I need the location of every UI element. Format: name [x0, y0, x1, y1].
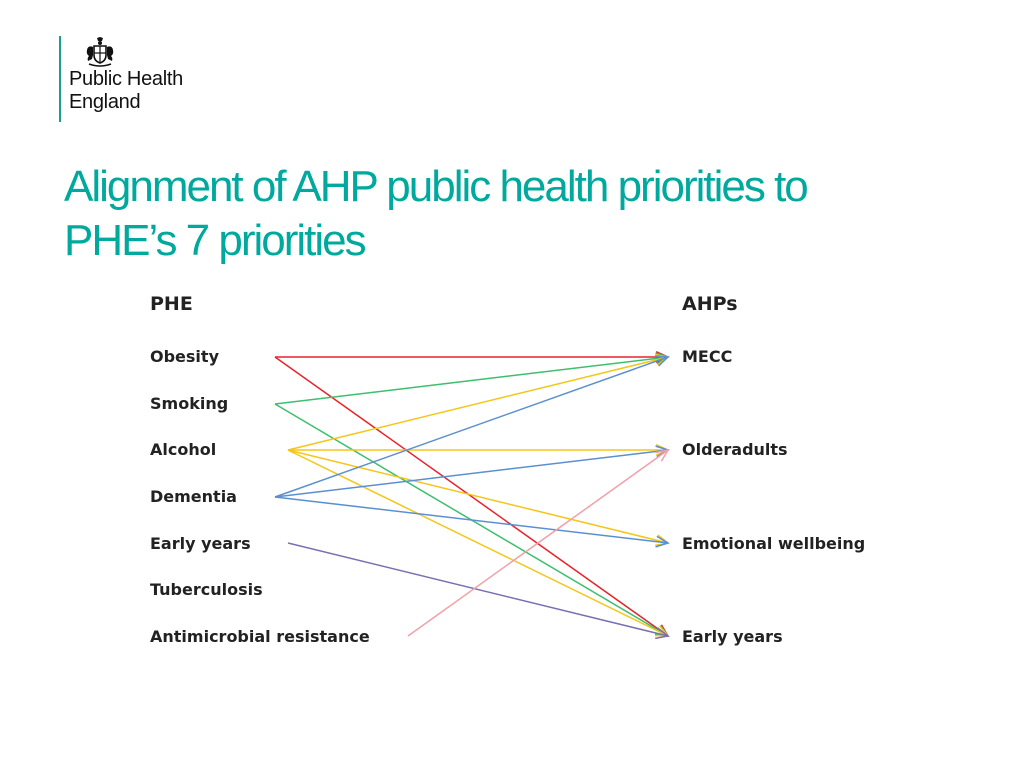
link-line [275, 357, 668, 636]
link-line [275, 450, 668, 497]
ahp-item-early-years: Early years [682, 627, 783, 646]
link-line [288, 450, 668, 636]
ahp-item-emotional-wellbeing: Emotional wellbeing [682, 534, 866, 553]
link-arrow [288, 355, 668, 450]
phe-item-early-years: Early years [150, 534, 251, 553]
phe-item-dementia: Dementia [150, 487, 237, 506]
link-arrow [288, 543, 668, 638]
phe-item-smoking: Smoking [150, 394, 229, 413]
left-column-heading: PHE [150, 293, 193, 315]
link-line [275, 497, 668, 543]
phe-item-tuberculosis: Tuberculosis [150, 580, 263, 599]
phe-item-antimicrobial-resistance: Antimicrobial resistance [150, 627, 370, 646]
link-arrow [288, 450, 668, 636]
link-arrow [275, 352, 668, 363]
link-arrow [275, 446, 668, 497]
link-line [275, 357, 668, 404]
logo-text-line1: Public Health [69, 68, 183, 90]
phe-item-alcohol: Alcohol [150, 440, 217, 459]
link-arrow [275, 357, 668, 636]
links-layer [275, 352, 668, 639]
ahp-item-older-adults: Olderadults [682, 440, 788, 459]
link-line [275, 357, 668, 497]
link-arrow [275, 356, 668, 497]
link-line [288, 450, 668, 543]
link-line [288, 357, 668, 450]
phe-item-obesity: Obesity [150, 347, 219, 366]
link-arrow [288, 450, 668, 545]
ahp-item-mecc: MECC [682, 347, 733, 366]
title-line1: Alignment of AHP public health priorities to [64, 162, 807, 211]
title-line2: PHE’s 7 priorities [64, 216, 365, 265]
logo-text-line2: England [69, 91, 141, 113]
link-arrow [288, 445, 668, 456]
right-column-heading: AHPs [682, 293, 738, 315]
link-line [288, 543, 668, 636]
